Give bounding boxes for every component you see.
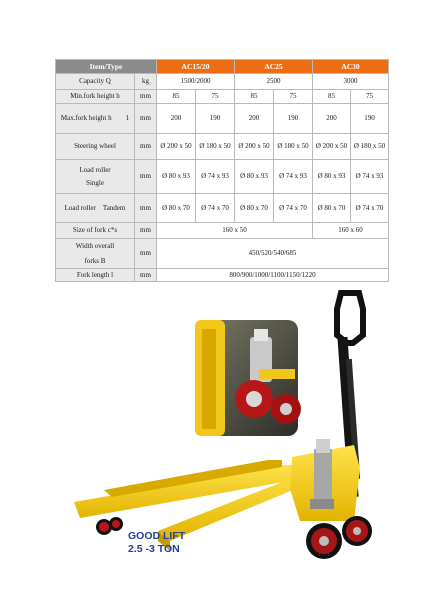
- cell-value: Ø 80 x 70: [235, 194, 274, 223]
- row-max-fork: [56, 104, 389, 134]
- row-label: Load roller Tandem: [56, 194, 135, 223]
- row-label: Min.fork height h: [56, 90, 135, 104]
- cell-value: 85: [235, 90, 274, 104]
- header-ac30: AC30: [313, 60, 389, 74]
- cell-value: 450/520/540/685: [157, 239, 389, 269]
- row-label-line: Single: [86, 178, 104, 187]
- pump-body: [290, 439, 360, 521]
- row-fork-length: [56, 269, 389, 282]
- caption-line: GOOD LIFT: [128, 530, 186, 542]
- row-unit: mm: [135, 104, 157, 134]
- row-unit: mm: [135, 239, 157, 269]
- pallet-truck-photo: [54, 289, 388, 592]
- cell-value: Ø 80 x 70: [313, 194, 351, 223]
- row-load-roller-single: [56, 160, 389, 194]
- cell-value: Ø 80 x 70: [157, 194, 196, 223]
- caption-line: 2.5 -3 TON: [128, 543, 180, 555]
- spec-table: [55, 59, 389, 282]
- row-label-line: Load roller: [79, 165, 111, 174]
- cell-value: 190: [196, 104, 235, 134]
- cell-value: 190: [351, 104, 389, 134]
- row-unit: mm: [135, 90, 157, 104]
- cell-value: 200: [313, 104, 351, 134]
- table-header-row: [56, 60, 389, 74]
- inset-closeup: [195, 320, 301, 436]
- cell-value: Ø 74 x 70: [196, 194, 235, 223]
- cell-value: 85: [313, 90, 351, 104]
- cell-value: Ø 80 x 93: [313, 160, 351, 194]
- cell-value: 75: [196, 90, 235, 104]
- cell-value: Ø 180 x 50: [274, 134, 313, 160]
- cell-value: Ø 200 x 50: [157, 134, 196, 160]
- row-label: Size of fork c*s: [56, 223, 135, 239]
- cell-value: 2500: [235, 74, 313, 90]
- cell-value: Ø 80 x 93: [157, 160, 196, 194]
- row-label: Max.fork height h 1: [56, 104, 135, 134]
- cell-value: 75: [351, 90, 389, 104]
- row-unit: mm: [135, 194, 157, 223]
- row-unit: kg: [135, 74, 157, 90]
- cell-value: Ø 80 x 93: [235, 160, 274, 194]
- row-unit: mm: [135, 160, 157, 194]
- cell-value: Ø 74 x 93: [351, 160, 389, 194]
- row-label-line: Width overall: [75, 241, 115, 250]
- cell-value: 160 x 50: [157, 223, 313, 239]
- cell-value: Ø 74 x 93: [196, 160, 235, 194]
- cell-value: 800/900/1000/1100/1150/1220: [157, 269, 389, 282]
- cell-value: 3000: [313, 74, 389, 90]
- cell-value: 1500/2000: [157, 74, 235, 90]
- row-unit: mm: [135, 134, 157, 160]
- row-capacity: [56, 74, 389, 90]
- row-label: [56, 239, 135, 269]
- cell-value: 85: [157, 90, 196, 104]
- row-label: Capacity Q: [56, 74, 135, 90]
- row-min-fork: [56, 90, 389, 104]
- header-ac15: AC15/20: [157, 60, 235, 74]
- cell-value: 200: [157, 104, 196, 134]
- cell-value: Ø 180 x 50: [351, 134, 389, 160]
- header-ac25: AC25: [235, 60, 313, 74]
- cell-value: Ø 200 x 50: [313, 134, 351, 160]
- cell-value: 75: [274, 90, 313, 104]
- cell-value: 160 x 60: [313, 223, 389, 239]
- cell-value: Ø 74 x 93: [274, 160, 313, 194]
- cell-value: Ø 74 x 70: [351, 194, 389, 223]
- cell-value: Ø 74 x 70: [274, 194, 313, 223]
- row-load-roller-tandem: [56, 194, 389, 223]
- cell-value: Ø 200 x 50: [235, 134, 274, 160]
- row-label: Fork length l: [56, 269, 135, 282]
- row-label: [56, 160, 135, 194]
- header-item-type: Item/Type: [56, 60, 157, 74]
- product-caption: [128, 530, 185, 556]
- cell-value: Ø 180 x 50: [196, 134, 235, 160]
- row-label-line: forks B: [84, 256, 106, 265]
- row-unit: mm: [135, 223, 157, 239]
- row-unit: mm: [135, 269, 157, 282]
- cell-value: 200: [235, 104, 274, 134]
- row-label: Steering wheel: [56, 134, 135, 160]
- row-steering-wheel: [56, 134, 389, 160]
- cell-value: 190: [274, 104, 313, 134]
- row-width-overall: [56, 239, 389, 269]
- row-fork-size: [56, 223, 389, 239]
